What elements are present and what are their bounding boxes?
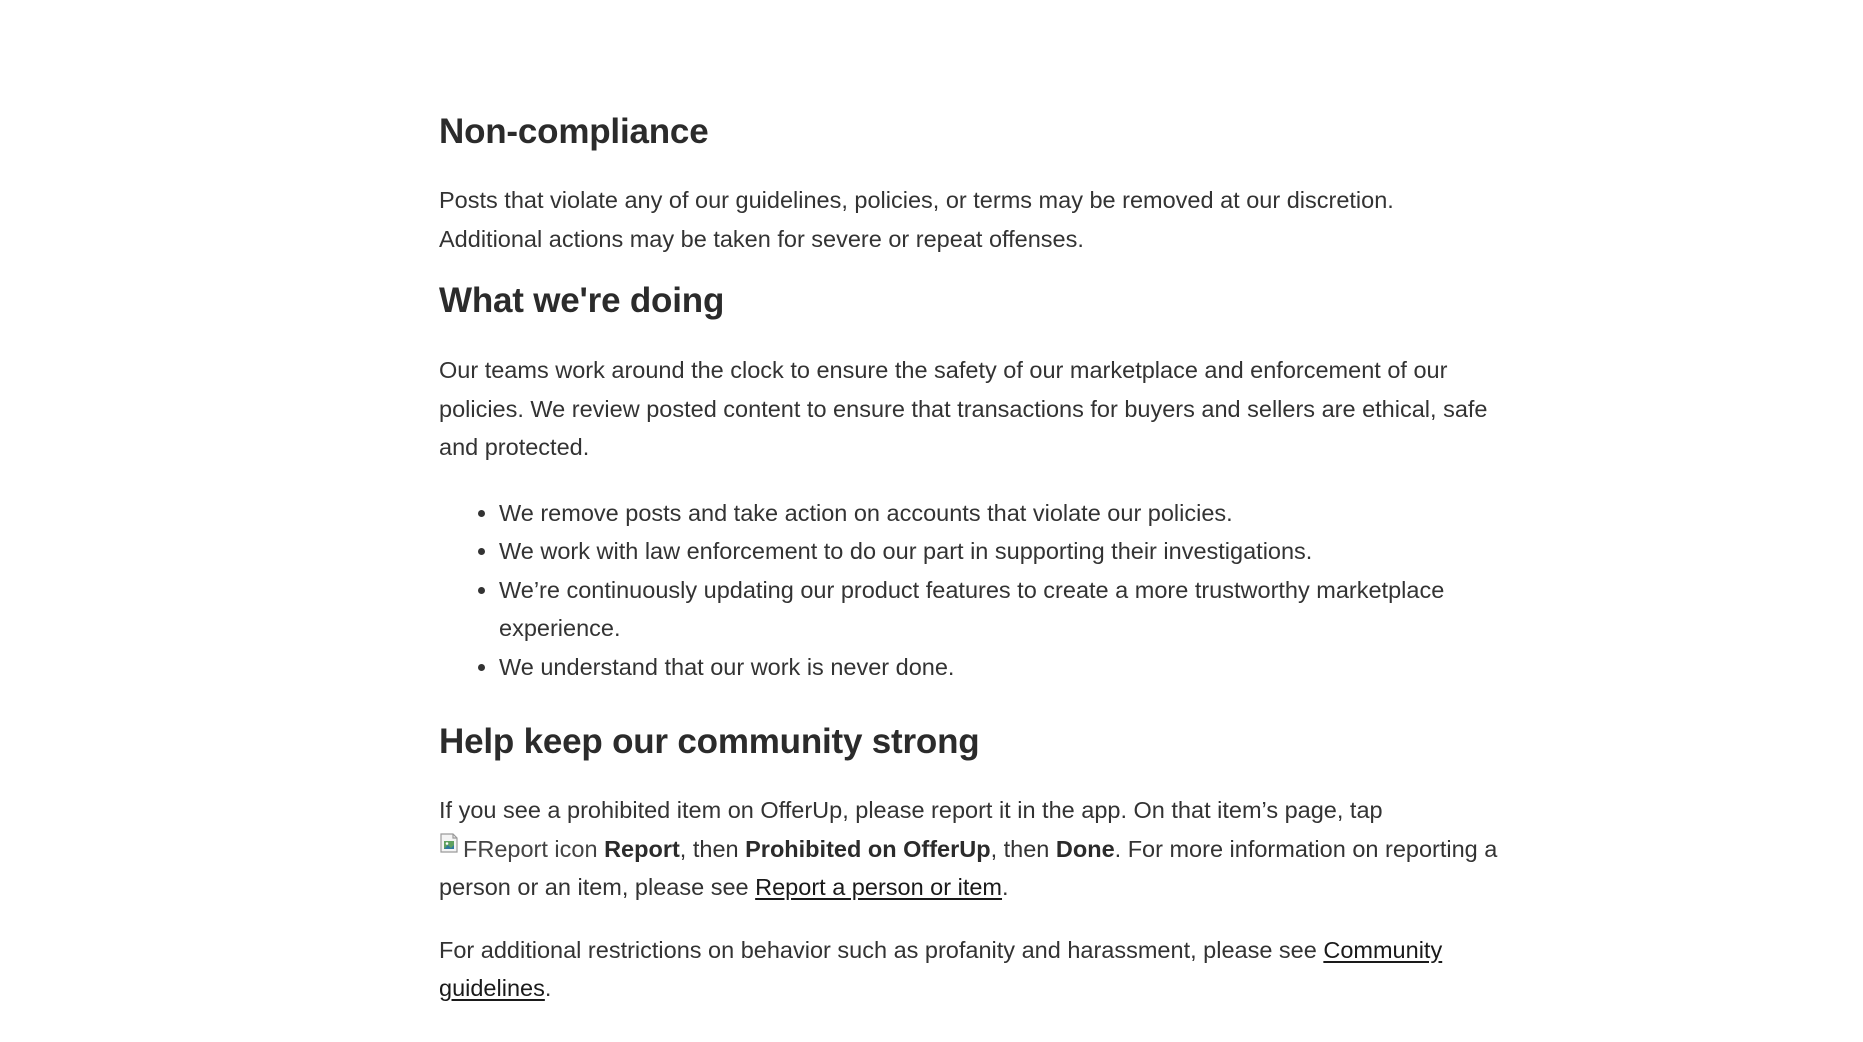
actions-list bbox=[439, 494, 1503, 687]
article-content bbox=[439, 108, 1503, 1008]
report-instructions-paragraph bbox=[439, 791, 1503, 907]
period-text: . bbox=[544, 975, 552, 1001]
report-icon-alt-text: FReport icon bbox=[463, 835, 598, 862]
what-were-doing-paragraph: Our teams work around the clock to ensure the safety of our marketplace and enforcement of our policies. We review posted content to ensure that transactions for buyers and sellers are ethical, safe and protected. bbox=[439, 357, 1488, 460]
report-label: Report bbox=[604, 835, 680, 862]
non-compliance-line-1: Posts that violate any of our guidelines, policies, or terms may be removed at our discretion. bbox=[439, 187, 1394, 213]
heading-non-compliance: Non-compliance bbox=[439, 112, 709, 151]
additional-restrictions-text: For additional restrictions on behavior such as profanity and harassment, please see bbox=[439, 936, 1324, 963]
list-item: • We’re continuously updating our product features to create a more trustworthy marketplace experience. bbox=[499, 571, 1503, 648]
list-item: • We remove posts and take action on accounts that violate our policies. bbox=[499, 494, 1503, 533]
period-text: . bbox=[1002, 874, 1009, 900]
prohibited-label: Prohibited on OfferUp bbox=[745, 835, 991, 862]
report-intro-text: If you see a prohibited item on OfferUp, please report it in the app. On that item’s page, tap bbox=[439, 797, 1383, 823]
heading-help-community: Help keep our community strong bbox=[439, 722, 980, 761]
non-compliance-paragraph bbox=[439, 181, 1503, 258]
heading-what-were-doing: What we're doing bbox=[439, 281, 725, 320]
list-item: • We work with law enforcement to do our part in supporting their investigations. bbox=[499, 532, 1503, 571]
list-item: • We understand that our work is never done. bbox=[499, 648, 1503, 687]
additional-restrictions-paragraph bbox=[439, 931, 1503, 1008]
broken-image-icon bbox=[439, 832, 459, 854]
community-guidelines-link[interactable]: Community guidelines bbox=[439, 936, 1443, 1001]
then-text-1: , then bbox=[679, 835, 746, 862]
report-icon-image bbox=[439, 830, 598, 869]
non-compliance-line-2: Additional actions may be taken for severe or repeat offenses. bbox=[439, 225, 1084, 252]
report-person-or-item-link[interactable]: Report a person or item bbox=[755, 874, 1003, 900]
done-label: Done bbox=[1055, 835, 1115, 862]
more-info-text: . For more information on reporting a person or an item, please see bbox=[439, 835, 1498, 900]
then-text-2: , then bbox=[990, 835, 1056, 862]
